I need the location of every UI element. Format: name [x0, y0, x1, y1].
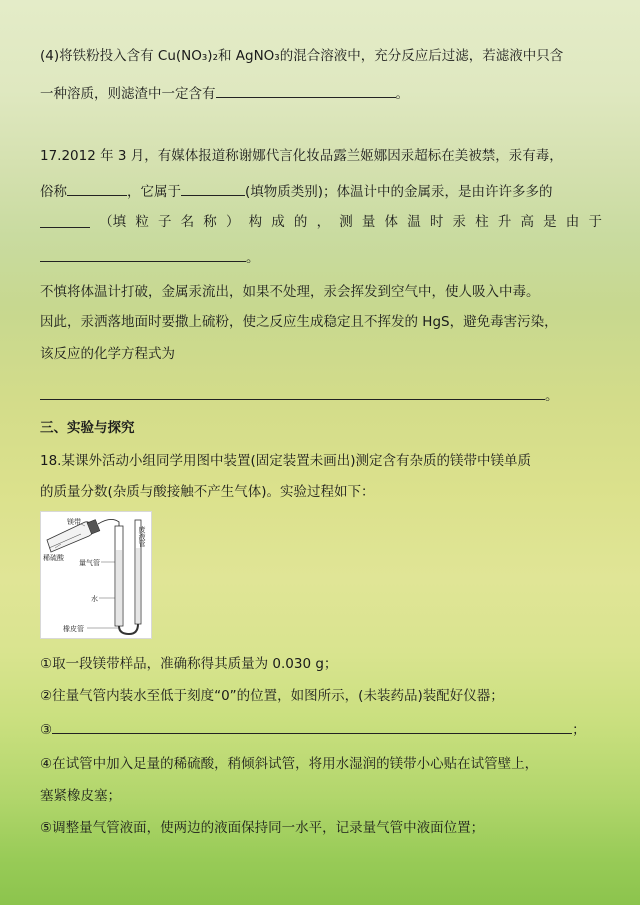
q18-step3-end: ； — [572, 722, 586, 738]
label-magnesium-ribbon: 镁带 — [67, 518, 81, 526]
q17-line3-token: 由 — [565, 214, 580, 230]
burette-water-icon — [116, 550, 122, 625]
q17-line8-end: 。 — [545, 388, 559, 404]
q18-step2: ②往量气管内装水至低于刻度“0”的位置，如图所示，(未装药品)装配好仪器； — [40, 688, 504, 704]
q17-line3-token: 时 — [429, 214, 444, 230]
answer-blank-q17-equation[interactable] — [40, 384, 545, 400]
q17-line3-token: 的 — [293, 214, 308, 230]
q17-line3-token: 名 — [180, 214, 195, 230]
q16-part4-line1: (4)将铁粉投入含有 Cu(NO₃)₂和 AgNO₃的混合溶液中，充分反应后过滤，若滤液中只含 — [40, 48, 564, 64]
q17-line3-token: 于 — [588, 214, 602, 230]
leveling-water-icon — [136, 548, 140, 623]
q17-line8 — [40, 384, 602, 406]
q18-line2: 的质量分数(杂质与酸接触不产生气体)。实验过程如下： — [40, 484, 375, 500]
q18-step3-marker: ③ — [40, 722, 53, 738]
q17-line3-token: 称 — [203, 214, 217, 230]
q17-line3-token: ， — [316, 214, 331, 230]
label-rubber-tube: 橡皮管 — [63, 625, 84, 633]
q17-line3-token: 体 — [384, 214, 399, 230]
label-gas-burette: 量气管 — [79, 559, 100, 567]
q17-line4-end: 。 — [246, 250, 260, 266]
answer-blank-q17-common-name[interactable] — [67, 180, 127, 196]
label-waste-tube: 废液管 — [138, 526, 146, 547]
q17-line2-b: ，它属于 — [127, 184, 181, 200]
q17-line2-a: 俗称 — [40, 184, 67, 200]
q17-line3-token: 柱 — [475, 214, 489, 230]
q18-step3 — [40, 718, 602, 740]
q18-step4-line1: ④在试管中加入足量的稀硫酸，稍倾斜试管，将用水湿润的镁带小心贴在试管壁上， — [40, 756, 539, 772]
answer-blank-q18-step3[interactable] — [52, 718, 572, 734]
q17-line3-token: 子 — [157, 214, 172, 230]
q17-line3-token: 成 — [271, 214, 285, 230]
q16-part4-line2 — [40, 82, 602, 104]
answer-blank-q17-reason[interactable] — [40, 246, 246, 262]
q17-line3-token: ） — [225, 214, 240, 230]
q18-line1: 18.某课外活动小组同学用图中装置(固定装置未画出)测定含有杂质的镁带中镁单质 — [40, 453, 532, 469]
q17-line3 — [40, 212, 602, 232]
q16-part4-line2-text: 一种溶质，则滤渣中一定含有 — [40, 86, 216, 102]
apparatus-svg — [41, 512, 151, 638]
q18-step5: ⑤调整量气管液面，使两边的液面保持同一水平，记录量气管中液面位置； — [40, 820, 485, 836]
answer-blank-q17-substance-type[interactable] — [181, 180, 245, 196]
q17-line3-token: 高 — [520, 214, 534, 230]
answer-blank-q16-residue[interactable] — [216, 82, 396, 98]
q17-line3-token: 温 — [407, 214, 421, 230]
q17-line3-token: 升 — [497, 214, 512, 230]
q17-line2 — [40, 180, 602, 202]
q17-line3-token: 汞 — [452, 214, 466, 230]
q17-line3-token: 量 — [361, 214, 376, 230]
q17-line3-token: 构 — [248, 214, 263, 230]
label-water: 水 — [91, 595, 98, 603]
q17-line7: 该反应的化学方程式为 — [40, 346, 175, 362]
section-heading-experiment: 三、实验与探究 — [40, 420, 135, 436]
answer-blank-q17-particle-name[interactable] — [40, 212, 90, 228]
q17-line3-token: 测 — [339, 214, 353, 230]
label-dilute-sulfuric-acid: 稀硫酸 — [43, 554, 64, 562]
q17-line3-token: 是 — [543, 214, 557, 230]
q17-line1: 17.2012 年 3 月，有媒体报道称谢娜代言化妆品露兰姬娜因汞超标在美被禁，汞有毒， — [40, 148, 563, 164]
q17-line2-c: (填物质类别)；体温计中的金属汞，是由许许多多的 — [245, 184, 553, 200]
apparatus-diagram — [40, 511, 152, 639]
q17-line3-token: 粒 — [135, 214, 149, 230]
q18-step4-line2: 塞紧橡皮塞； — [40, 788, 121, 804]
q17-line4 — [40, 246, 602, 268]
q18-step1: ①取一段镁带样品，准确称得其质量为 0.030 g； — [40, 656, 338, 672]
q16-part4-line2-end: 。 — [395, 86, 409, 102]
q17-line3-token: （填 — [99, 214, 127, 230]
q17-line5: 不慎将体温计打破，金属汞流出，如果不处理，汞会挥发到空气中，使人吸入中毒。 — [40, 284, 540, 300]
q17-line6: 因此，汞洒落地面时要撒上硫粉，使之反应生成稳定且不挥发的 HgS，避免毒害污染， — [40, 314, 558, 330]
